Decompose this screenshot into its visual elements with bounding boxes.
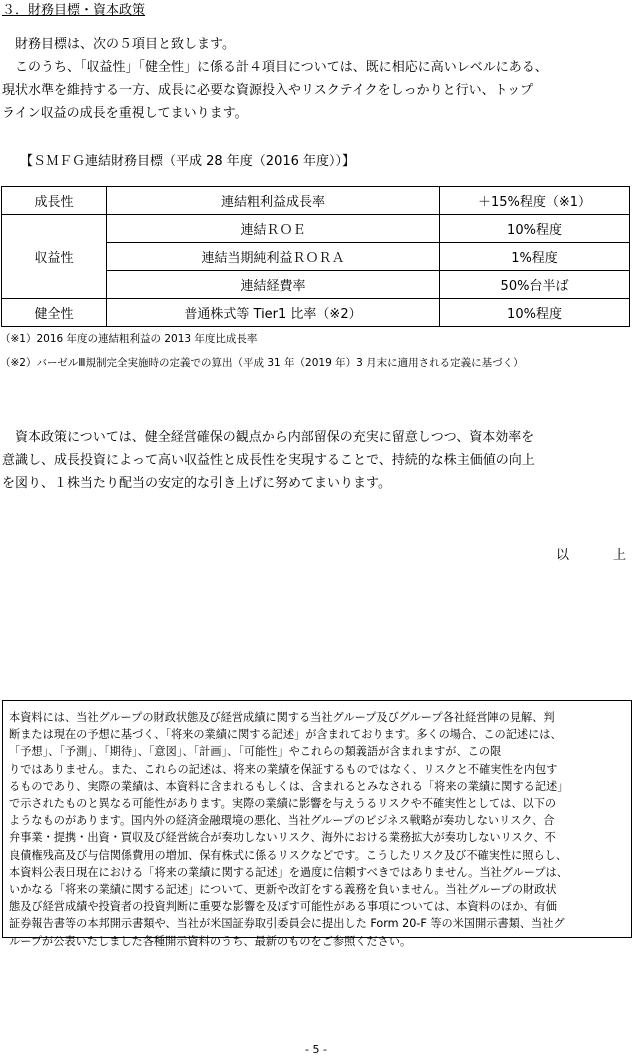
- disclaimer-line: ループが公表いたしました各種開示資料のうち、最新のものをご参照ください。: [9, 934, 412, 948]
- target-cell: 1%程度: [440, 243, 630, 271]
- target-cell: 10%程度: [440, 299, 630, 327]
- target-cell: 10%程度: [440, 215, 630, 243]
- indicator-cell: 連結粗利益成長率: [107, 187, 440, 215]
- capital-policy-paragraph: [2, 426, 628, 495]
- financial-targets-table: [1, 186, 630, 327]
- closing-second: 上: [613, 548, 627, 563]
- intro-line: 財務目標は、次の５項目と致します。: [2, 37, 235, 52]
- closing-mark: [556, 544, 626, 563]
- category-cell: 成長性: [2, 187, 107, 215]
- indicator-cell: 普通株式等 Tier1 比率（※2）: [107, 299, 440, 327]
- intro-paragraph: [2, 33, 628, 125]
- disclaimer-line: 態及び経営成績や投資者の投資判断に重要な影響を及ぼす可能性がある事項については、本資料のほか、有価: [9, 900, 557, 914]
- disclaimer-line: ようなものがあります。国内外の経済金融環境の悪化、当社グループのビジネス戦略が奏功しないリスク、合: [9, 814, 555, 828]
- capital-policy-line: 資本政策については、健全経営確保の観点から内部留保の充実に留意しつつ、資本効率を: [2, 430, 535, 445]
- disclaimer-line: 「予想」、「予測」、「期待」、「意図」、「計画」、「可能性」やこれらの類義語が含まれますが、この限: [9, 745, 502, 759]
- page-number: - 5 -: [305, 1043, 327, 1056]
- table-row: [2, 299, 630, 327]
- target-cell: 50%台半ば: [440, 271, 630, 299]
- indicator-cell: 連結経費率: [107, 271, 440, 299]
- capital-policy-line: を図り、１株当たり配当の安定的な引き上げに努めてまいります。: [2, 476, 391, 491]
- disclaimer-line: るものであり、実際の業績は、本資料に含まれるもしくは、含まれるとみなされる「将来の業績に関する記述」: [9, 779, 569, 793]
- disclaimer-line: で示されたものと異なる可能性があります。実際の業績に影響を与えうるリスクや不確実性としては、以下の: [9, 797, 557, 811]
- disclaimer-line: 証券報告書等の本邦開示書類や、当社が米国証券取引委員会に提出した Form 20-F 等の米国開示書類、当社グ: [9, 917, 565, 931]
- indicator-cell: 連結当期純利益ＲＯＲＡ: [107, 243, 440, 271]
- disclaimer-line: 本資料には、当社グループの財政状態及び経営成績に関する当社グループ及びグループ各社経営陣の見解、判: [9, 711, 555, 724]
- category-cell: 健全性: [2, 299, 107, 327]
- capital-policy-line: 意識し、成長投資によって高い収益性と成長性を実現することで、持続的な株主価値の向上: [2, 453, 535, 468]
- intro-line: 現状水準を維持する一方、成長に必要な資源投入やリスクテイクをしっかりと行い、トップ: [2, 83, 534, 98]
- table-row: [2, 215, 630, 243]
- table-note: （※1）2016 年度の連結粗利益の 2013 年度比成長率: [0, 333, 258, 345]
- disclaimer-box: [2, 700, 632, 948]
- disclaimer-line: いかなる「将来の業績に関する記述」について、更新や改訂をする義務を負いません。当社グループの財政状: [9, 883, 557, 897]
- table-row: [2, 187, 630, 215]
- disclaimer-line: 良債権残高及び与信関係費用の増加、保有株式に係るリスクなどです。こうしたリスク及び不確実性に照らし、: [9, 848, 568, 862]
- intro-line: ライン収益の成長を重視してまいります。: [2, 106, 248, 121]
- table-title: 【ＳＭＦＧ連結財務目標（平成 28 年度（2016 年度））】: [20, 154, 356, 169]
- category-cell: 収益性: [2, 215, 107, 299]
- disclaimer-line: 断または現在の予想に基づく、「将来の業績に関する記述」が含まれております。多くの場合、この記述には、: [9, 728, 562, 742]
- table-note: （※2）バーゼルⅢ規制完全実施時の定義での算出（平成 31 年（2019 年）3 月末に適用される定義に基づく）: [0, 357, 524, 369]
- disclaimer-line: りではありません。また、これらの記述は、将来の業績を保証するものではなく、リスクと不確実性を内包す: [9, 762, 558, 776]
- intro-line: このうち、「収益性」「健全性」に係る計４項目については、既に相応に高いレベルにある、: [2, 60, 548, 75]
- disclaimer-line: 本資料公表日現在における「将来の業績に関する記述」を過度に信頼すべきではありません。当社グループは、: [9, 865, 568, 879]
- closing-first: 以: [556, 548, 570, 563]
- section-heading: ３．財務目標・資本政策: [2, 3, 146, 18]
- disclaimer-line: 弁事業・提携・出資・買収及び経営統合が奏功しないリスク、海外における業務拡大が奏功しないリスク、不: [9, 831, 556, 845]
- indicator-cell: 連結ＲＯＥ: [107, 215, 440, 243]
- target-cell: ＋15%程度（※1）: [440, 187, 630, 215]
